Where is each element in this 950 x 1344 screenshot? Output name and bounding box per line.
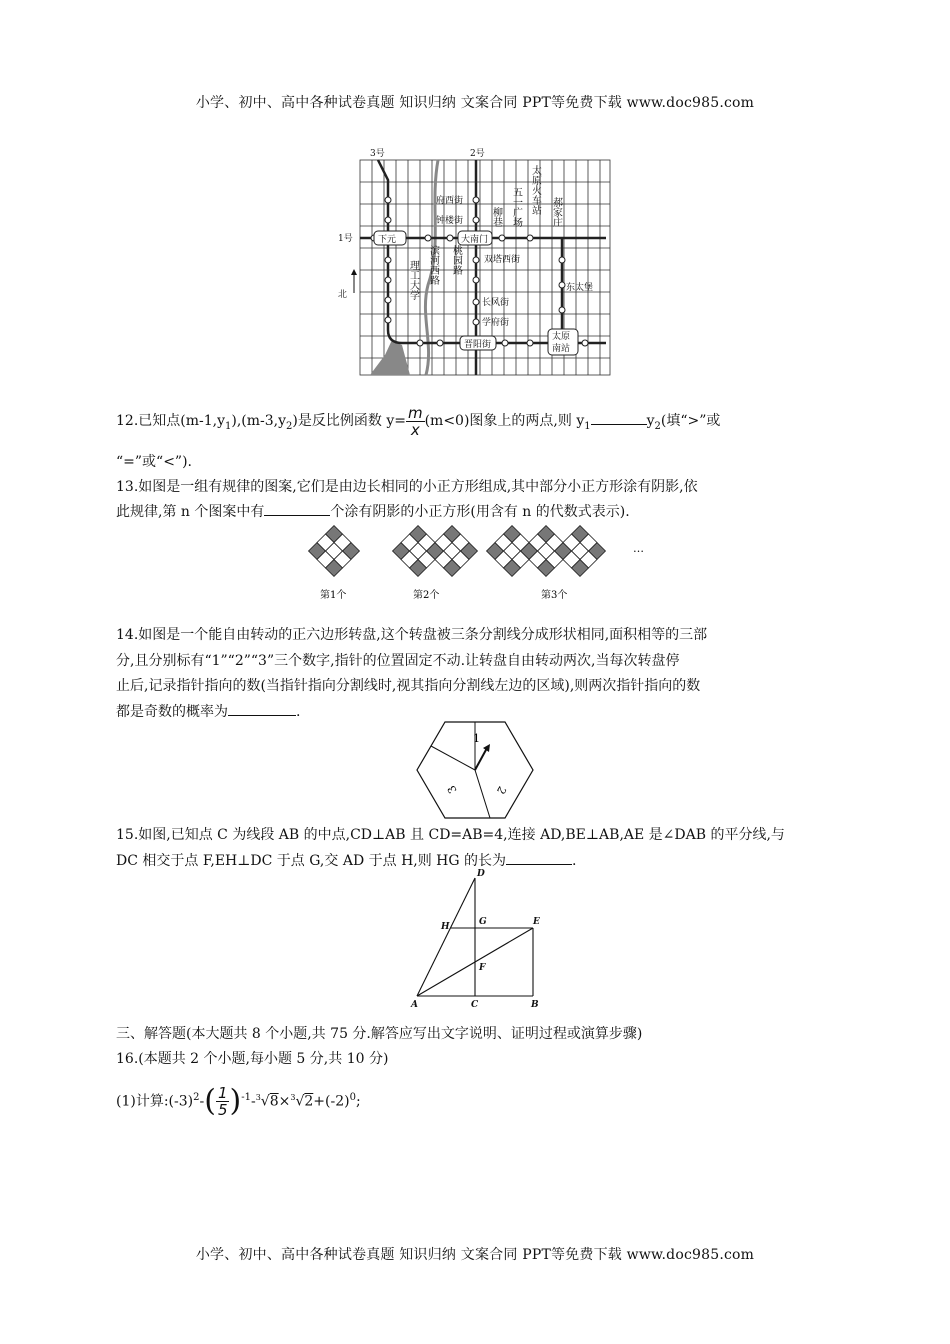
line-3-label: 3号 (370, 149, 385, 159)
label-binhe-xilu: 滨河西路 (427, 245, 439, 285)
page-footer: 小学、初中、高中各种试卷真题 知识归纳 文案合同 PPT等免费下载 www.doc985.com (195, 1247, 755, 1263)
section-3-title: 三、解答题(本大题共 8 个小题,共 75 分.解答应写出文字说明、证明过程或演算步骤) (116, 1026, 643, 1042)
station-taiyuan-nanzhan-2: 南站 (552, 344, 571, 354)
question-13-line2: 此规律,第 n 个图案中有 个涂有阴影的小正方形(用含有 n 的代数式表示). (116, 500, 838, 525)
station-xiayuan: 下元 (378, 235, 397, 245)
line-1-label: 1号 (338, 234, 353, 244)
station-zhonglougai: 钟楼街 (436, 216, 464, 226)
question-14-line2: 分,且分别标有“1”“2”“3”三个数字,指针的位置固定不动.让转盘自由转动两次,当每次转盘停 (116, 653, 680, 669)
question-16-part1: (1)计算$:(-3)^2-$( $\frac{1}{5}$ )$^{-1}-^3√8\times^3√2+(-2)^0$; (116, 1083, 361, 1120)
spinner-label-1: 1 (473, 732, 480, 745)
question-16-title: 16.(本题共 2 个小题,每小题 5 分,共 10 分) (116, 1051, 389, 1067)
point-B: B (531, 1000, 539, 1010)
fraction-m-over-x: $\frac{m}{x}$ (407, 403, 423, 439)
answer-blank-14[interactable] (228, 701, 296, 716)
label-taoyuan-lu: 桃园路 (450, 245, 462, 275)
label-wuyi-guangchang: 五一广场 (510, 187, 522, 227)
station-danannmen: 大南门 (461, 235, 489, 245)
label-taiyuan-huochezhan: 太原火车站 (529, 165, 541, 215)
station-dongtaibao: 东太堡 (566, 283, 594, 293)
station-shuangtaxijie: 双塔西街 (484, 255, 521, 265)
pattern-ellipsis: … (633, 542, 644, 555)
geometry-figure (405, 866, 555, 1011)
question-15-line2: DC 相交于点 F,EH⊥DC 于点 G,交 AD 于点 H,则 HG 的长为 . (116, 849, 838, 874)
station-fuxijie: 府西街 (436, 196, 464, 206)
page-header: 小学、初中、高中各种试卷真题 知识归纳 文案合同 PPT等免费下载 www.doc985.com (195, 95, 755, 111)
point-G: G (479, 917, 487, 927)
caption-pattern-1: 第1个 (320, 590, 347, 601)
fraction-1-over-5: $\frac{1}{5}$ (217, 1084, 228, 1120)
caption-pattern-2: 第2个 (413, 590, 440, 601)
station-changfengjie: 长风街 (482, 298, 510, 308)
question-14-line1: 14.如图是一个能自由转动的正六边形转盘,这个转盘被三条分割线分成形状相同,面积相等的三部 (116, 627, 708, 643)
question-14-line3: 止后,记录指针指向的数(当指针指向分割线时,视其指向分割线左边的区域),则两次指针指向的数 (116, 678, 701, 694)
caption-pattern-3: 第3个 (541, 590, 568, 601)
question-13-line1: 13.如图是一组有规律的图案,它们是由边长相同的小正方形组成,其中部分小正方形涂有阴影,依 (116, 479, 698, 495)
answer-blank-15[interactable] (506, 850, 572, 865)
spinner-label-2: 2 (493, 783, 509, 797)
question-15-line1: 15.如图,已知点 C 为线段 AB 的中点,CD⊥AB 且 CD=AB=4,连接 AD,BE⊥AB,AE 是∠DAB 的平分线,与 (116, 827, 785, 843)
point-F: F (479, 963, 486, 973)
question-12: 12.已知点$(m-1,y_1),(m-3,y_2)$是反比例函数 y= $\frac{m}{x}$ (m<0)图象上的两点,则 $y_1$ $y_2$(填“>”或 (116, 403, 721, 439)
question-12-line2: “=”或“<”). (116, 454, 193, 470)
pattern-figure (300, 524, 660, 606)
line-2-label: 2号 (470, 149, 485, 159)
label-liu-xiang: 柳巷 (490, 207, 502, 227)
metro-map-figure (330, 145, 620, 380)
point-C: C (471, 1000, 479, 1010)
label-ligong-daxue: 理工大学 (407, 260, 419, 300)
north-label: 北 (338, 290, 348, 300)
hexagon-spinner (415, 718, 535, 823)
point-H: H (441, 922, 450, 932)
label-haojiazhuang: 郝家庄 (550, 197, 562, 227)
point-A: A (411, 1000, 418, 1010)
station-xuefujie: 学府街 (482, 318, 510, 328)
spinner-label-3: 3 (444, 783, 460, 796)
question-14-line4: 都是奇数的概率为 . (116, 700, 838, 725)
answer-blank-12[interactable] (591, 410, 647, 425)
point-D: D (477, 869, 485, 879)
station-jinyangjie: 晋阳街 (464, 340, 492, 350)
answer-blank-13[interactable] (264, 501, 330, 516)
station-taiyuan-nanzhan-1: 太原 (552, 332, 571, 342)
point-E: E (533, 917, 540, 927)
